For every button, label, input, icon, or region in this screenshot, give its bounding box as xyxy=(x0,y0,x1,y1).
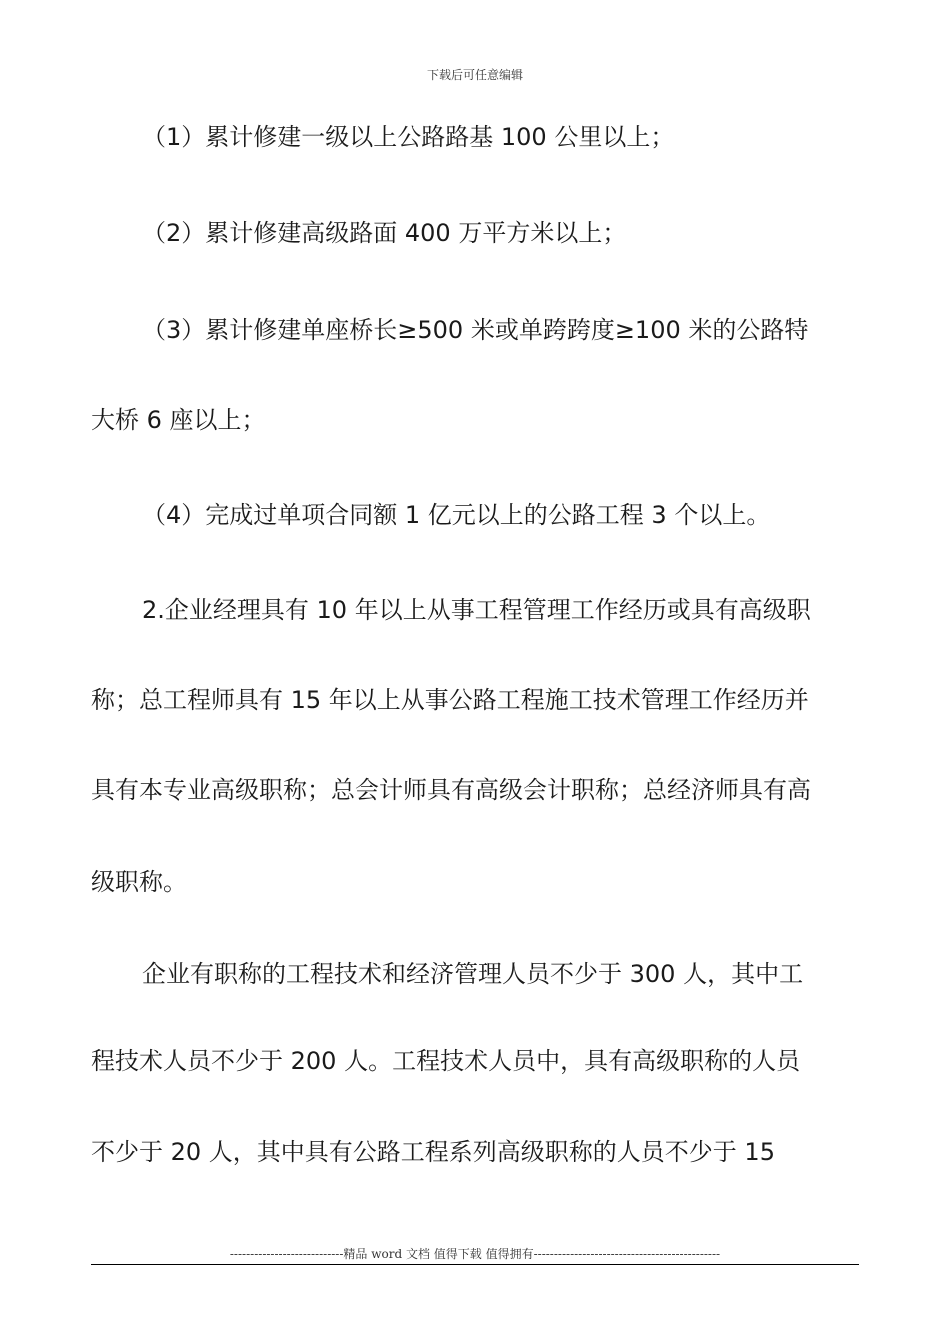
paragraph-line: 级职称。 xyxy=(91,868,187,896)
paragraph-line: （1）累计修建一级以上公路路基 100 公里以上； xyxy=(142,123,675,151)
paragraph-line: （4）完成过单项合同额 1 亿元以上的公路工程 3 个以上。 xyxy=(142,501,771,529)
paragraph-line: 大桥 6 座以上； xyxy=(91,406,266,434)
paragraph-line: 称；总工程师具有 15 年以上从事公路工程施工技术管理工作经历并 xyxy=(91,686,809,714)
page-footer: ----------------------------精品 word 文档 值得下载 值得拥有---------------------------------------------- xyxy=(229,1247,721,1261)
paragraph-line: 具有本专业高级职称；总会计师具有高级会计职称；总经济师具有高 xyxy=(91,776,811,804)
paragraph-line: 程技术人员不少于 200 人。工程技术人员中，具有高级职称的人员 xyxy=(91,1047,801,1075)
paragraph-line: 不少于 20 人，其中具有公路工程系列高级职称的人员不少于 15 xyxy=(91,1138,775,1166)
paragraph-line: （3）累计修建单座桥长≥500 米或单跨跨度≥100 米的公路特 xyxy=(142,316,809,344)
paragraph-line: 2.企业经理具有 10 年以上从事工程管理工作经历或具有高级职 xyxy=(142,596,811,624)
paragraph-line: 企业有职称的工程技术和经济管理人员不少于 300 人，其中工 xyxy=(142,960,804,988)
page-header: 下载后可任意编辑 xyxy=(426,68,523,82)
footer-divider xyxy=(91,1264,859,1265)
paragraph-line: （2）累计修建高级路面 400 万平方米以上； xyxy=(142,219,627,247)
